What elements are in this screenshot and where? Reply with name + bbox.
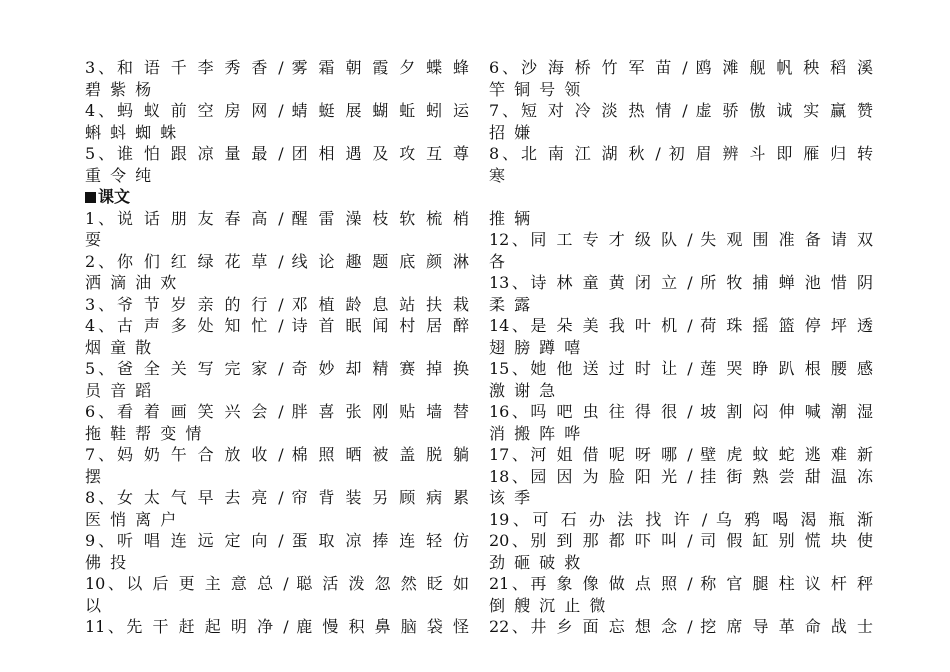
text-line: 5、爸 全 关 写 完 家 / 奇 妙 却 精 赛 掉 换 — [85, 359, 469, 378]
text-line: 9、听 唱 连 远 定 向 / 蛋 取 凉 捧 连 轻 仿 — [85, 531, 469, 550]
line-spacer — [489, 186, 873, 208]
text-line: 20、别 到 那 都 吓 叫 / 司 假 缸 别 慌 块 使 — [489, 531, 873, 550]
text-line: 6、看 着 画 笑 兴 会 / 胖 喜 张 刚 贴 墙 替 — [85, 402, 469, 421]
left-column — [85, 57, 469, 638]
text-line: 7、短 对 冷 淡 热 情 / 虚 骄 傲 诚 实 赢 赞 — [489, 101, 873, 120]
text-line: 倒 艘 沉 止 微 — [489, 595, 608, 615]
section-heading — [85, 186, 469, 208]
text-line: 19、可 石 办 法 找 许 / 乌 鸦 喝 渴 瓶 渐 — [489, 509, 873, 529]
text-line: 7、妈 奶 午 合 放 收 / 棉 照 晒 被 盖 脱 躺 — [85, 445, 469, 464]
text-line: 寒 — [489, 165, 508, 185]
text-line: 11、先 干 赶 起 明 净 / 鹿 慢 积 鼻 脑 袋 怪 — [85, 617, 469, 636]
text-line: 10、以 后 更 主 意 总 / 聪 活 泼 忽 然 眨 如 — [85, 574, 469, 593]
text-line: 佛 投 — [85, 552, 129, 572]
text-line: 4、古 声 多 处 知 忙 / 诗 首 眠 闻 村 居 醉 — [85, 316, 469, 335]
right-column — [489, 57, 873, 638]
text-line: 1、说 话 朋 友 春 高 / 醒 雷 澡 枝 软 梳 梢 — [85, 208, 469, 228]
text-line: 推 辆 — [489, 208, 533, 228]
text-line: 12、同 工 专 才 级 队 / 失 观 围 准 备 请 双 — [489, 230, 873, 249]
text-line: 17、河 姐 借 呢 呀 哪 / 壁 虎 蚊 蛇 逃 难 新 — [489, 445, 873, 464]
text-line: 劲 砸 破 救 — [489, 552, 583, 572]
text-line: 医 悄 离 户 — [85, 509, 179, 529]
text-line: 3、爷 节 岁 亲 的 行 / 邓 植 龄 息 站 扶 栽 — [85, 294, 469, 314]
text-line: 拖 鞋 帮 变 情 — [85, 423, 204, 443]
text-line: 22、井 乡 面 忘 想 念 / 挖 席 导 革 命 战 士 — [489, 617, 873, 636]
text-line: 4、蚂 蚁 前 空 房 网 / 蜻 蜓 展 蝴 蚯 蚓 运 — [85, 101, 469, 120]
text-line: 各 — [489, 251, 508, 271]
text-line: 16、吗 吧 虫 往 得 很 / 坡 割 闷 伸 喊 潮 湿 — [489, 402, 873, 421]
text-line: 21、再 象 像 做 点 照 / 称 官 腿 柱 议 杆 秤 — [489, 574, 873, 593]
text-line: 翅 膀 蹲 嘻 — [489, 337, 583, 357]
text-line: 5、谁 怕 跟 凉 量 最 / 团 相 遇 及 攻 互 尊 — [85, 144, 469, 163]
text-line: 8、女 太 气 早 去 亮 / 帘 背 装 另 顾 病 累 — [85, 488, 469, 507]
text-line: 碧 紫 杨 — [85, 79, 154, 99]
text-line: 耍 — [85, 230, 104, 249]
text-line: 2、你 们 红 绿 花 草 / 线 论 趣 题 底 颜 淋 — [85, 251, 469, 271]
square-bullet-icon — [85, 192, 96, 203]
text-line: 8、北 南 江 湖 秋 / 初 眉 辨 斗 即 雁 归 转 — [489, 144, 873, 163]
text-line: 摆 — [85, 466, 104, 486]
text-line: 14、是 朵 美 我 叶 机 / 荷 珠 摇 篮 停 坪 透 — [489, 316, 873, 335]
text-line: 蝌 蚪 蜘 蛛 — [85, 122, 179, 142]
text-line: 员 音 蹈 — [85, 380, 154, 400]
section-heading-text: 课文 — [98, 187, 131, 206]
text-line: 烟 童 散 — [85, 337, 154, 357]
text-line: 洒 滴 油 欢 — [85, 273, 179, 292]
text-line: 18、园 因 为 脸 阳 光 / 挂 街 熟 尝 甜 温 冻 — [489, 466, 873, 486]
text-line: 15、她 他 送 过 时 让 / 莲 哭 睁 趴 根 腰 感 — [489, 359, 873, 378]
text-line: 重 令 纯 — [85, 165, 154, 185]
text-line: 激 谢 急 — [489, 380, 558, 400]
text-line: 以 — [85, 595, 104, 615]
text-line: 消 搬 阵 哗 — [489, 423, 583, 443]
text-line: 柔 露 — [489, 294, 533, 314]
text-line: 3、和 语 千 李 秀 香 / 雾 霜 朝 霞 夕 蝶 蜂 — [85, 58, 469, 77]
text-line: 6、沙 海 桥 竹 军 苗 / 鸥 滩 舰 帆 秧 稻 溪 — [489, 58, 873, 77]
text-line: 该 季 — [489, 488, 533, 507]
text-line: 竿 铜 号 领 — [489, 79, 583, 99]
text-line: 招 嫌 — [489, 122, 533, 142]
text-line: 13、诗 林 童 黄 闭 立 / 所 牧 捕 蝉 池 惜 阴 — [489, 273, 873, 292]
